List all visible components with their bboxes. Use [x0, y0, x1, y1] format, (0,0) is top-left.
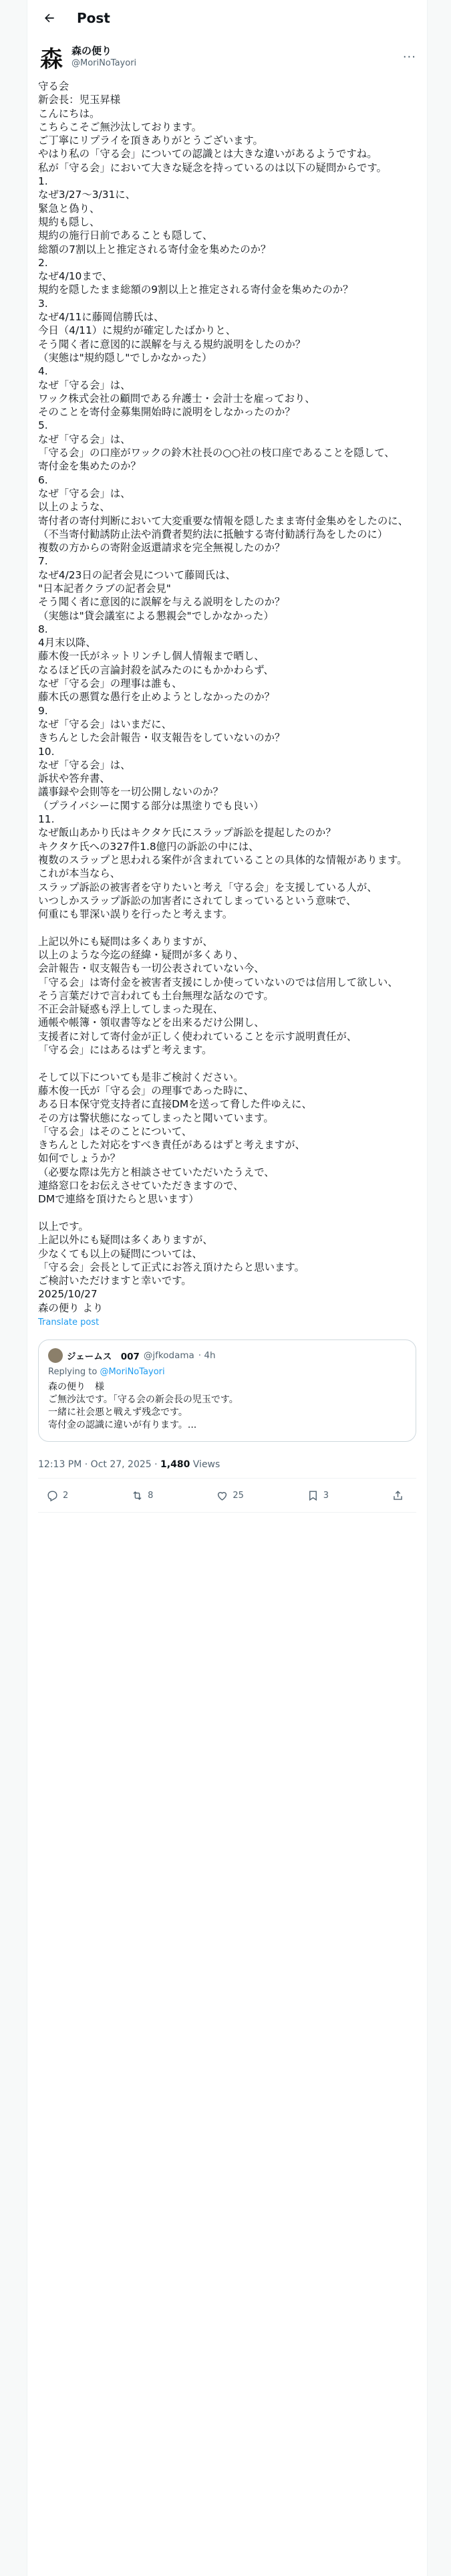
retweet-button[interactable]: [131, 1489, 153, 1502]
back-button[interactable]: [38, 7, 61, 29]
bookmark-count: 3: [323, 1490, 329, 1501]
more-button[interactable]: [403, 50, 416, 64]
post-timestamp[interactable]: 12:13 PM · Oct 27, 2025 ·: [38, 1459, 161, 1471]
quote-text: 森の便り 様 ご無沙汰です。「守る会の新会長の児玉です。 一緒に社会悪と戦えず残念です。 寄付金の認識に違いが有ります。...: [48, 1382, 239, 1431]
page-title: Post: [77, 9, 110, 26]
bookmark-button[interactable]: [307, 1489, 329, 1502]
post-column: [27, 0, 428, 2576]
heart-icon: [216, 1489, 229, 1502]
quoted-reply[interactable]: [38, 1339, 416, 1442]
post-meta: [38, 1451, 416, 1479]
more-icon: ···: [402, 49, 416, 64]
translate-post-link[interactable]: Translate post: [38, 1317, 100, 1328]
post-author: [27, 35, 427, 73]
action-bar: [38, 1479, 416, 1513]
like-button[interactable]: [216, 1489, 244, 1502]
share-button[interactable]: [392, 1489, 408, 1502]
reply-button[interactable]: [46, 1489, 68, 1502]
author-info: [71, 45, 136, 69]
replying-handle[interactable]: @MoriNoTayori: [100, 1367, 165, 1378]
reply-count: 2: [63, 1490, 69, 1501]
bookmark-icon: [307, 1489, 319, 1502]
avatar[interactable]: 森: [40, 45, 63, 73]
quote-replying-to: [48, 1367, 406, 1377]
top-bar: [27, 0, 427, 35]
retweet-count: 8: [148, 1490, 154, 1501]
quote-header: [48, 1348, 406, 1363]
retweet-icon: [131, 1489, 144, 1502]
views-label: Views: [190, 1459, 220, 1471]
quote-time: · 4h: [198, 1350, 216, 1362]
author-name[interactable]: 森の便り: [71, 45, 112, 57]
replying-prefix: Replying to: [48, 1367, 100, 1378]
share-icon: [392, 1489, 404, 1502]
quote-author-handle: @jfkodama: [143, 1350, 194, 1362]
back-arrow-icon: [43, 11, 56, 25]
quote-avatar: [48, 1348, 63, 1363]
quote-author-name: ジェームス 007: [67, 1352, 140, 1363]
reply-icon: [46, 1489, 59, 1502]
author-handle[interactable]: @MoriNoTayori: [71, 58, 137, 68]
post-text: 守る会 新会長：児玉昇様 こんにちは。 こちらこそご無沙汰しております。 ご丁寧にリプライを頂きありがとうございます。 やはり私の「守る会」についての認識とは大きな違いがあるようですね。 私が「守る会」において大きな疑念を持っているのは以下の疑問からです。 1. なぜ3/27〜3/31に、 緊急と偽り、 規約も隠し、 規約の施行日前であることも隠して、 総額の7割以上と推定される寄付金を集めたのか？ 2. なぜ4/10まで、 規約を隠したまま総額の9割以上と推定される寄付金を集めたのか？ 3. なぜ4/11に藤岡信勝氏は、 今日（4/11）に規約が確定したばかりと、 そう聞く者に意図的に誤解を与える規約説明をしたのか？ （実態は"規約隠し"でしかなかった） 4. なぜ「守る会」は、 ワック株式会社の顧問である弁護士・会計士を雇っており、 そのことを寄付金募集開始時に説明をしなかったのか？ 5. なぜ「守る会」は、 「守る会」の口座がワックの鈴木社長の○○社の枝口座であることを隠して、 寄付金を集めたのか？ 6. なぜ「守る会」は、 以上のような、 寄付者の寄付判断において大変重要な情報を隠したまま寄付金集めをしたのに、 （不当寄付勧誘防止法や消費者契約法に抵触する寄付勧誘行為をしたのに） 複数の方からの寄附金返還請求を完全無視したのか？ 7. なぜ4/23日の記者会見について藤岡氏は、 "日本記者クラブの記者会見" そう聞く者に意図的に誤解を与える説明をしたのか？ （実態は"貸会議室による懇親会"でしかなかった） 8. 4月末以降、 藤木俊一氏がネットリンチし個人情報まで晒し、 なるほど氏の言論封殺を試みたのにもかかわらず、 なぜ「守る会」の理事は誰も、 藤木氏の悪質な愚行を止めようとしなかったのか？ 9. なぜ「守る会」はいまだに、 きちんとした会計報告・収支報告をしていないのか？ 10. なぜ「守る会」は、 訴状や答弁書、 議事録や会則等を一切公開しないのか？ （プライバシーに関する部分は黒塗りでも良い） 11. なぜ飯山あかり氏はキクタケ氏にスラップ訴訟を提起したのか？ キクタケ氏への327件1.8億円の訴訟の中には、 複数のスラップと思われる案件が含まれていることの具体的な情報があります。 これが本当なら、 スラップ訴訟の被害者を守りたいと考え「守る会」を支援している人が、 いつしかスラップ訴訟の加害者にされてしまっているという意味で、 何重にも罪深い誤りを行ったと考えます。 上記以外にも疑問は多くありますが、 以上のような今迄の経緯・疑問が多くあり、 会計報告・収支報告も一切公表されていない今、 「守る会」は寄付金を被害者支援にしか使っていないのでは信用して欲しい、 そう言葉だけで言われても土台無理な話なのです。 不正会計疑惑も浮上してしまった現在、 通帳や帳簿・領収書等などを出来るだけ公開し、 支援者に対して寄付金が正しく使われていることを示す説明責任が、 「守る会」にはあるはずと考えます。 そして以下についても是非ご検討ください。 藤木俊一氏が「守る会」の理事であった時に、 ある日本保守党支持者に直接DMを送って脅した件ゆえに、 その方は警状態になってしまったと聞いています。 「守る会」はそのことについて、 きちんとした対応をすべき責任があるはずと考えますが、 如何でしょうか？ （必要な際は先方と相談させていただいたうえで、 連絡窓口をお伝えさせていただきますので、 DMで連絡を頂けたらと思います） 以上です。 上記以外にも疑問は多くありますが、 少なくても以上の疑問については、 「守る会」会長として正式にお答え頂けたらと思います。 ご検討いただけますと幸いです。 2025/10/27 森の便り より: [38, 80, 409, 1314]
like-count: 25: [233, 1490, 244, 1501]
views-count: 1,480: [160, 1459, 190, 1471]
